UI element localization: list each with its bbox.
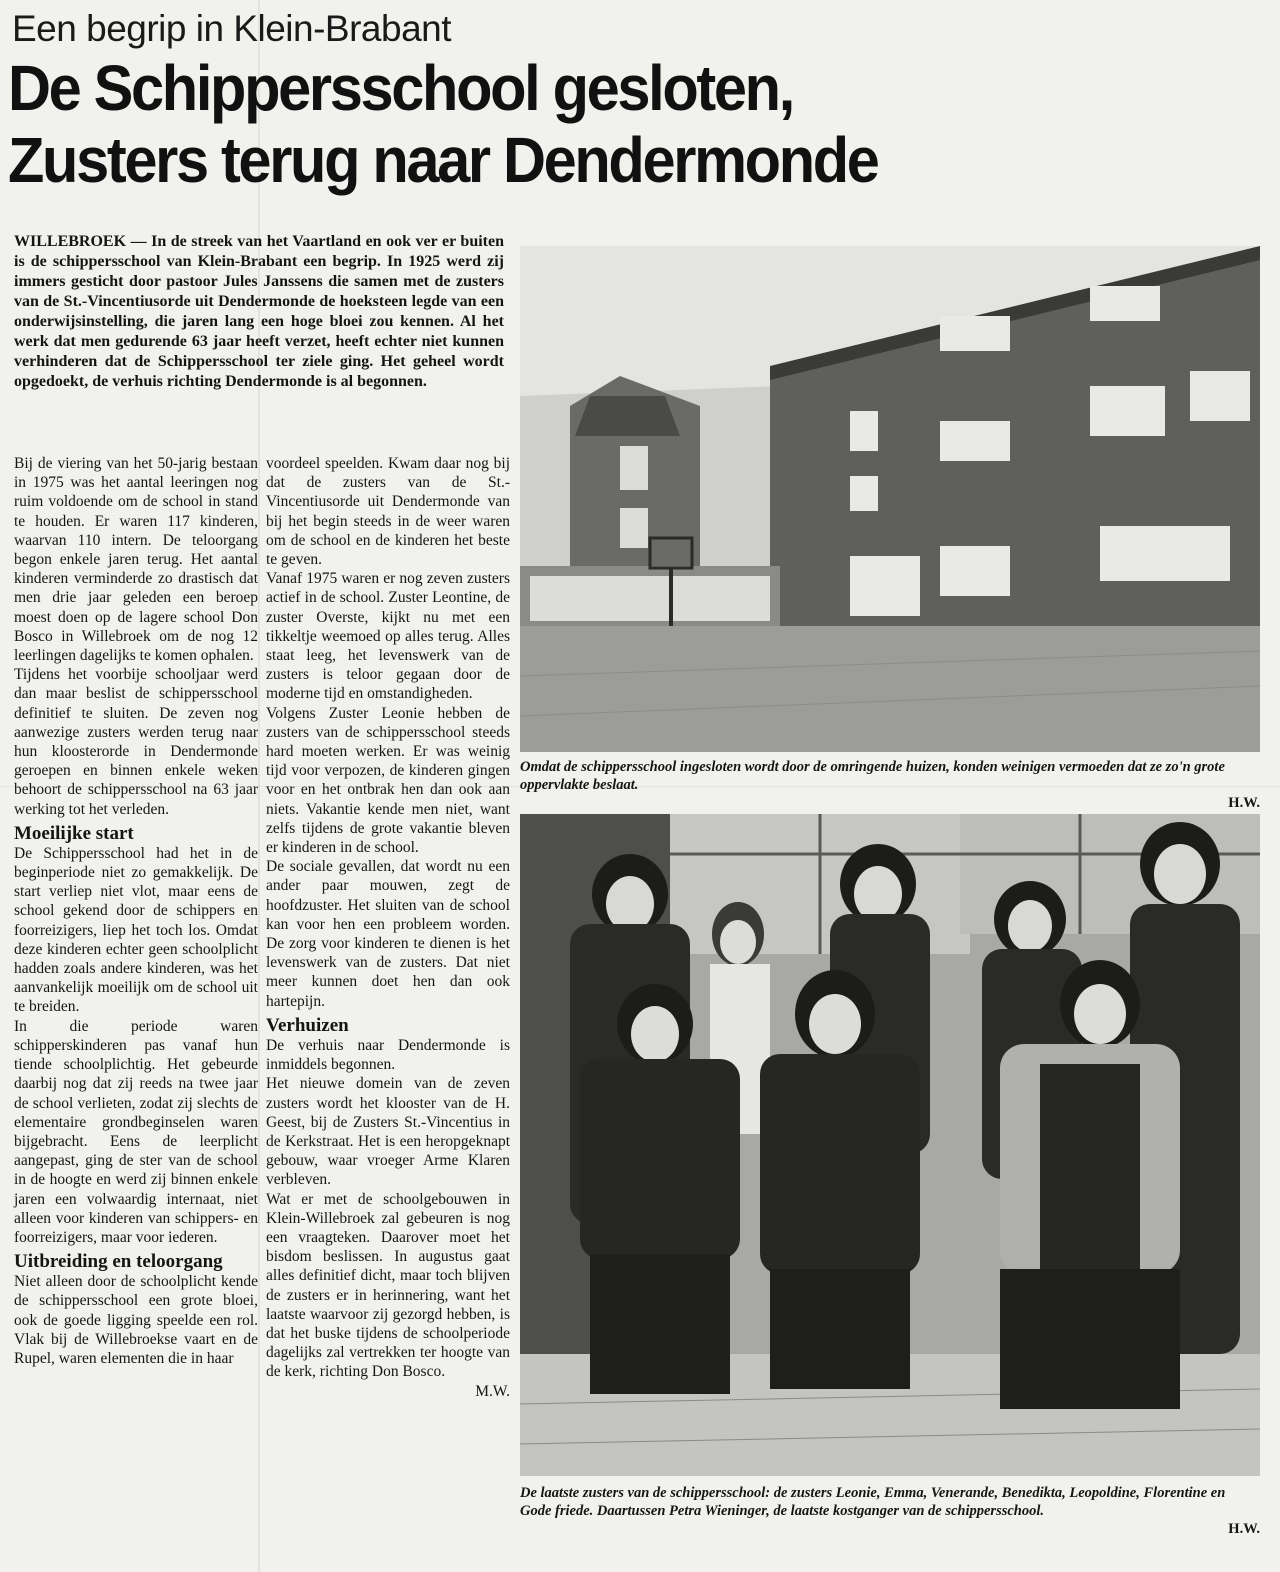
article-column-2: [266, 454, 510, 1401]
paragraph: voordeel speelden. Kwam daar nog bij dat de zusters van de St.-Vincentiusorde uit Dendermonde van bij het begin steeds in de weer waren om de school en de kinderen het beste te geven.: [266, 455, 510, 569]
headline-line-1: De Schippersschool gesloten,: [8, 52, 793, 124]
photo-credit: H.W.: [1228, 1521, 1260, 1537]
paragraph: Wat er met de schoolgebouwen in Klein-Willebroek zal gebeuren is nog een vraagteken. Daarover moet het bisdom beslissen. In augustus gaat alles definitief dicht, maar toch blijven de zusters er in herinnering, want het laatste waarvoor zij gezorgd hebben, is dat het buske tijdens de schoolperiode dagelijks zal vertrekken ter hoogte van de kerk, richting Don Bosco.: [266, 1190, 510, 1381]
subheading: Uitbreiding en teloorgang: [14, 1251, 223, 1273]
headline-line-2: Zusters terug naar Dendermonde: [8, 124, 878, 196]
subheading: Verhuizen: [266, 1014, 349, 1036]
byline: M.W.: [475, 1382, 510, 1400]
paragraph: Bij de viering van het 50-jarig bestaan in 1975 was het aantal leeringen nog ruim voldoende om de school in stand te houden. Er waren 117 kinderen, waarvan 110 intern. De teloorgang begon enkele jaren terug. Het aantal kinderen verminderde zo drastisch dat men drie jaar geleden een beroep moest doen op de lagere school Don Bosco in Willebroek om de nog 12 leerlingen dagelijks te komen ophalen.: [14, 455, 258, 665]
subheading: Moeilijke start: [14, 822, 134, 844]
caption-text: Omdat de schippersschool ingesloten wordt door de omringende huizen, konden weinigen vermoeden dat ze zo'n grote oppervlakte beslaat.: [520, 759, 1225, 793]
paragraph: De verhuis naar Dendermonde is inmiddels begonnen.: [266, 1036, 510, 1074]
school-building-photo: [520, 246, 1260, 752]
kicker: Een begrip in Klein-Brabant: [12, 8, 452, 49]
paragraph: In die periode waren schipperskinderen pas vanaf hun tiende schoolplichtig. Het gebeurde daarbij nog dat zij reeds na twee jaar de school verlieten, zodat zij slechts de elementaire grondbeginselen waren bijgebracht. Eens de leerplicht aangepast, ging de ster van de school in de hoogte en werd zij binnen enkele jaren een volwaardig internaat, niet alleen voor kinderen van schippers- en foorreizigers, maar voor iederen.: [14, 1017, 258, 1246]
article-column-1: [14, 454, 258, 1368]
photo-caption: [520, 758, 1260, 812]
paragraph: De Schippersschool had het in de beginperiode niet zo gemakkelijk. De start verliep niet vlot, maar eens de school gekend door de schippers en foorreizigers, liep het toch los. Omdat deze kinderen echter geen schoolplicht hadden zoals andere kinderen, was het aanvankelijk moeilijk om de school uit te breiden.: [14, 844, 258, 1016]
photo-credit: H.W.: [1228, 795, 1260, 811]
photo-caption: [520, 1484, 1260, 1538]
headline: [8, 52, 1105, 196]
lead-paragraph: WILLEBROEK — In de streek van het Vaartland en ook ver er buiten is de schippersschool van Klein-Brabant een begrip. In 1925 werd zij immers gesticht door pastoor Jules Janssens die samen met de zusters van de St.-Vincentiusorde uit Dendermonde de hoeksteen legde van een onderwijsinstelling, die jaren lang een hoge bloei zou kennen. Al het werk dat men gedurende 63 jaar heeft verzet, heeft echter niet kunnen verhinderen dat de Schippersschool ter ziele ging. Het geheel wordt opgedoekt, de verhuis richting Dendermonde is al begonnen.: [14, 233, 504, 390]
paragraph: Volgens Zuster Leonie hebben de zusters van de schippersschool steeds hard moeten werken. Er was weinig tijd voor verpozen, de kinderen gingen voor en het ontbrak hen dan ook aan niets. Vakantie kende men niet, want zelfs tijdens de grote vakantie bleven er kinderen in de school.: [266, 704, 510, 857]
sisters-group-photo: [520, 814, 1260, 1476]
paragraph: Niet alleen door de schoolplicht kende de schippersschool een grote bloei, ook de goede ligging speelde een rol. Vlak bij de Willebroekse vaart en de Rupel, waren elementen die in haar: [14, 1273, 258, 1367]
paragraph: Het nieuwe domein van de zeven zusters wordt het klooster van de H. Geest, bij de Zusters St.-Vincentius in de Kerkstraat. Het is een heropgeknapt gebouw, waar vroeger Arme Klaren verbleven.: [266, 1075, 510, 1189]
paragraph: Tijdens het voorbije schooljaar werd dan maar beslist de schippersschool definitief te sluiten. De zeven nog aanwezige zusters werden terug naar hun kloosterorde in Dendermonde geroepen en binnen enkele weken behoort de schippersschool na 63 jaar werking tot het verleden.: [14, 666, 258, 818]
caption-text: De laatste zusters van de schippersschool: de zusters Leonie, Emma, Venerande, Benedikta, Leopoldine, Florentine en Gode friede. Daartussen Petra Wieninger, de laatste kostganger van de schippersschool.: [520, 1485, 1226, 1519]
paragraph: Vanaf 1975 waren er nog zeven zusters actief in de school. Zuster Leontine, de zuster Overste, kijkt nu met een tikkeltje weemoed op alles terug. Alles staat leeg, het levenswerk van de zusters is teloor gegaan door de moderne tijd en omstandigheden.: [266, 570, 510, 703]
paragraph: De sociale gevallen, dat wordt nu een ander paar mouwen, zegt de hoofdzuster. Het sluiten van de school kan voor hen een probleem worden. De zorg voor kinderen te dienen is het levenswerk van de zusters. Dat niet meer kunnen doet hen dan ook hartepijn.: [266, 858, 510, 1010]
